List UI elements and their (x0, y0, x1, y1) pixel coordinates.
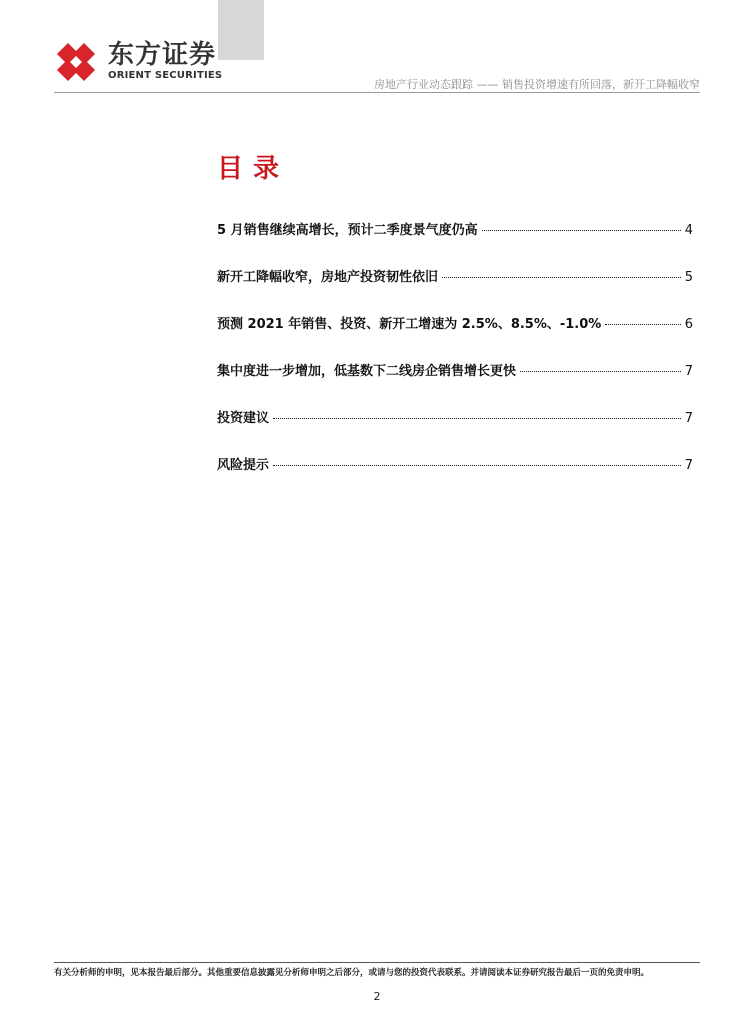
company-logo (54, 40, 223, 86)
toc-leader-dots (520, 371, 681, 372)
toc-entry[interactable] (217, 407, 693, 454)
logo-english-name: ORIENT SECURITIES (108, 70, 223, 81)
footer-disclaimer: 有关分析师的申明，见本报告最后部分。其他重要信息披露见分析师申明之后部分，或请与您的投资代表联系。并请阅读本证券研究报告最后一页的免责申明。 (54, 968, 650, 978)
toc-entry-page: 7 (684, 411, 693, 426)
toc-entry-page: 5 (684, 270, 693, 285)
toc-entry[interactable] (217, 454, 693, 501)
orient-logo-icon (54, 40, 98, 84)
header-divider (54, 92, 700, 93)
page-number: 2 (373, 990, 381, 1003)
toc-leader-dots (273, 418, 681, 419)
footer-divider (54, 962, 700, 963)
toc-entry-page: 7 (684, 364, 693, 379)
toc-entry-page: 4 (684, 223, 693, 238)
toc-leader-dots (482, 230, 681, 231)
toc-entry-label: 风险提示 (217, 458, 270, 473)
toc-entry-label: 5 月销售继续高增长，预计二季度景气度仍高 (217, 223, 478, 238)
logo-chinese-name: 东方证券 (108, 40, 217, 70)
toc-entry-label: 新开工降幅收窄，房地产投资韧性依旧 (217, 270, 439, 285)
toc-leader-dots (605, 324, 680, 325)
table-of-contents (217, 219, 693, 501)
toc-entry-label: 集中度进一步增加，低基数下二线房企销售增长更快 (217, 364, 517, 379)
toc-title: 目录 (217, 154, 290, 184)
header-decoration-block (218, 0, 264, 60)
toc-leader-dots (273, 465, 681, 466)
toc-entry-label: 预测 2021 年销售、投资、新开工增速为 2.5%、8.5%、-1.0% (217, 317, 602, 332)
toc-leader-dots (442, 277, 681, 278)
toc-entry-label: 投资建议 (217, 411, 270, 426)
toc-entry[interactable] (217, 360, 693, 407)
toc-entry[interactable] (217, 266, 693, 313)
toc-entry[interactable] (217, 219, 693, 266)
toc-entry-page: 6 (684, 317, 693, 332)
toc-entry[interactable] (217, 313, 693, 360)
toc-entry-page: 7 (684, 458, 693, 473)
report-header-title: 房地产行业动态跟踪 —— 销售投资增速有所回落，新开工降幅收窄 (374, 78, 700, 91)
